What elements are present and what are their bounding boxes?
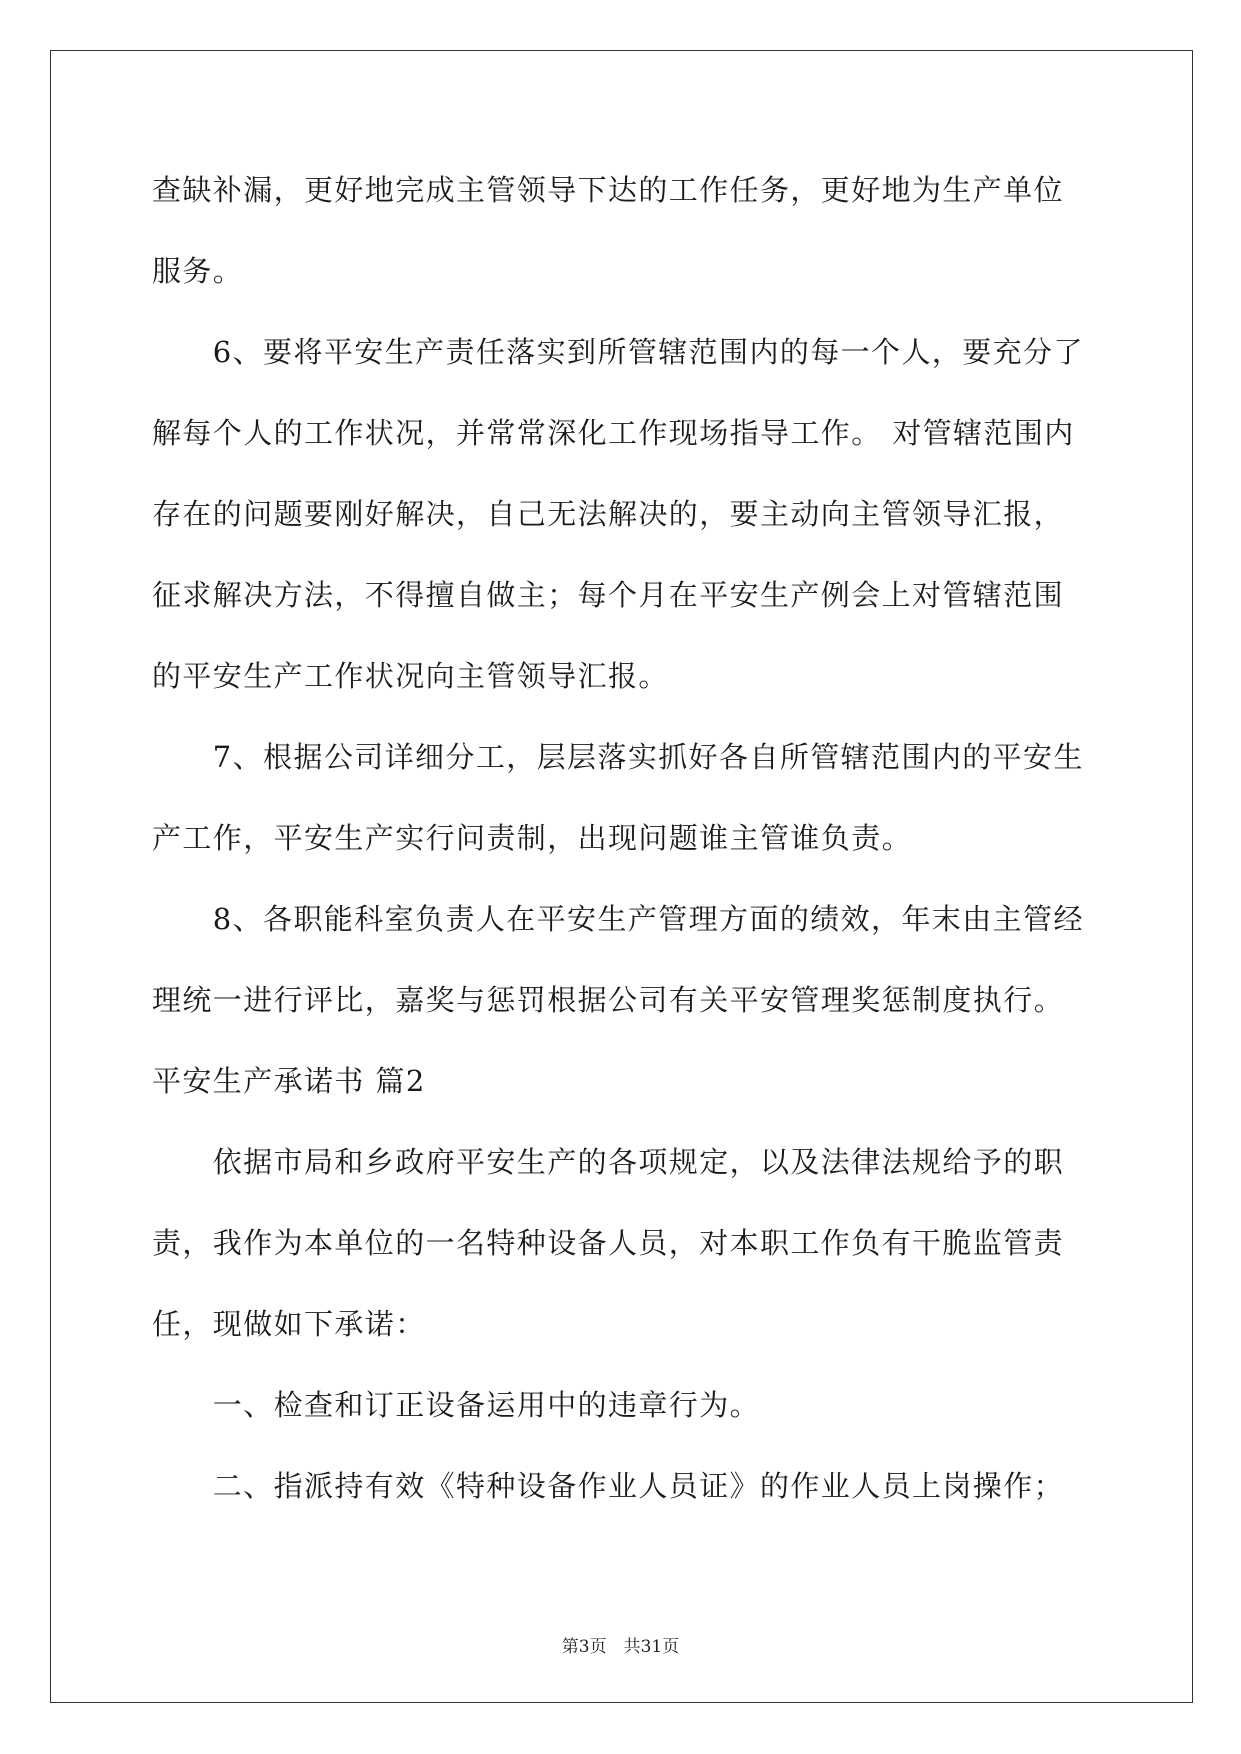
document-body — [152, 160, 1090, 1537]
text-line: 产工作，平安生产实行问责制，出现问题谁主管谁负责。 — [152, 821, 913, 855]
text-line: 征求解决方法，不得擅自做主；每个月在平安生产例会上对管辖范围 — [152, 578, 1065, 612]
text-line: 任，现做如下承诺： — [152, 1307, 426, 1341]
text-line: 责，我作为本单位的一名特种设备人员，对本职工作负有干脆监管责 — [152, 1226, 1065, 1260]
text-line: 依据市局和乡政府平安生产的各项规定，以及法律法规给予的职 — [152, 1145, 1065, 1179]
text-line: 二、指派持有效《特种设备作业人员证》的作业人员上岗操作； — [152, 1469, 1065, 1503]
page-footer: 第3页 共31页 — [561, 1637, 680, 1657]
text-line: 的平安生产工作状况向主管领导汇报。 — [152, 659, 669, 693]
text-line: 解每个人的工作状况，并常常深化工作现场指导工作。 对管辖范围内 — [152, 416, 1075, 450]
section-heading: 平安生产承诺书 篇2 — [152, 1064, 426, 1098]
text-line: 7、根据公司详细分工，层层落实抓好各自所管辖范围内的平安生 — [152, 740, 1084, 774]
text-line: 服务。 — [152, 254, 244, 288]
text-line: 8、各职能科室负责人在平安生产管理方面的绩效，年末由主管经 — [152, 902, 1084, 936]
text-line: 一、检查和订正设备运用中的违章行为。 — [152, 1388, 761, 1422]
text-line: 6、要将平安生产责任落实到所管辖范围内的每一个人，要充分了 — [152, 335, 1084, 369]
text-line: 理统一进行评比，嘉奖与惩罚根据公司有关平安管理奖惩制度执行。 — [152, 983, 1065, 1017]
text-line: 查缺补漏，更好地完成主管领导下达的工作任务，更好地为生产单位 — [152, 173, 1065, 207]
text-line: 存在的问题要刚好解决，自己无法解决的，要主动向主管领导汇报， — [152, 497, 1065, 531]
